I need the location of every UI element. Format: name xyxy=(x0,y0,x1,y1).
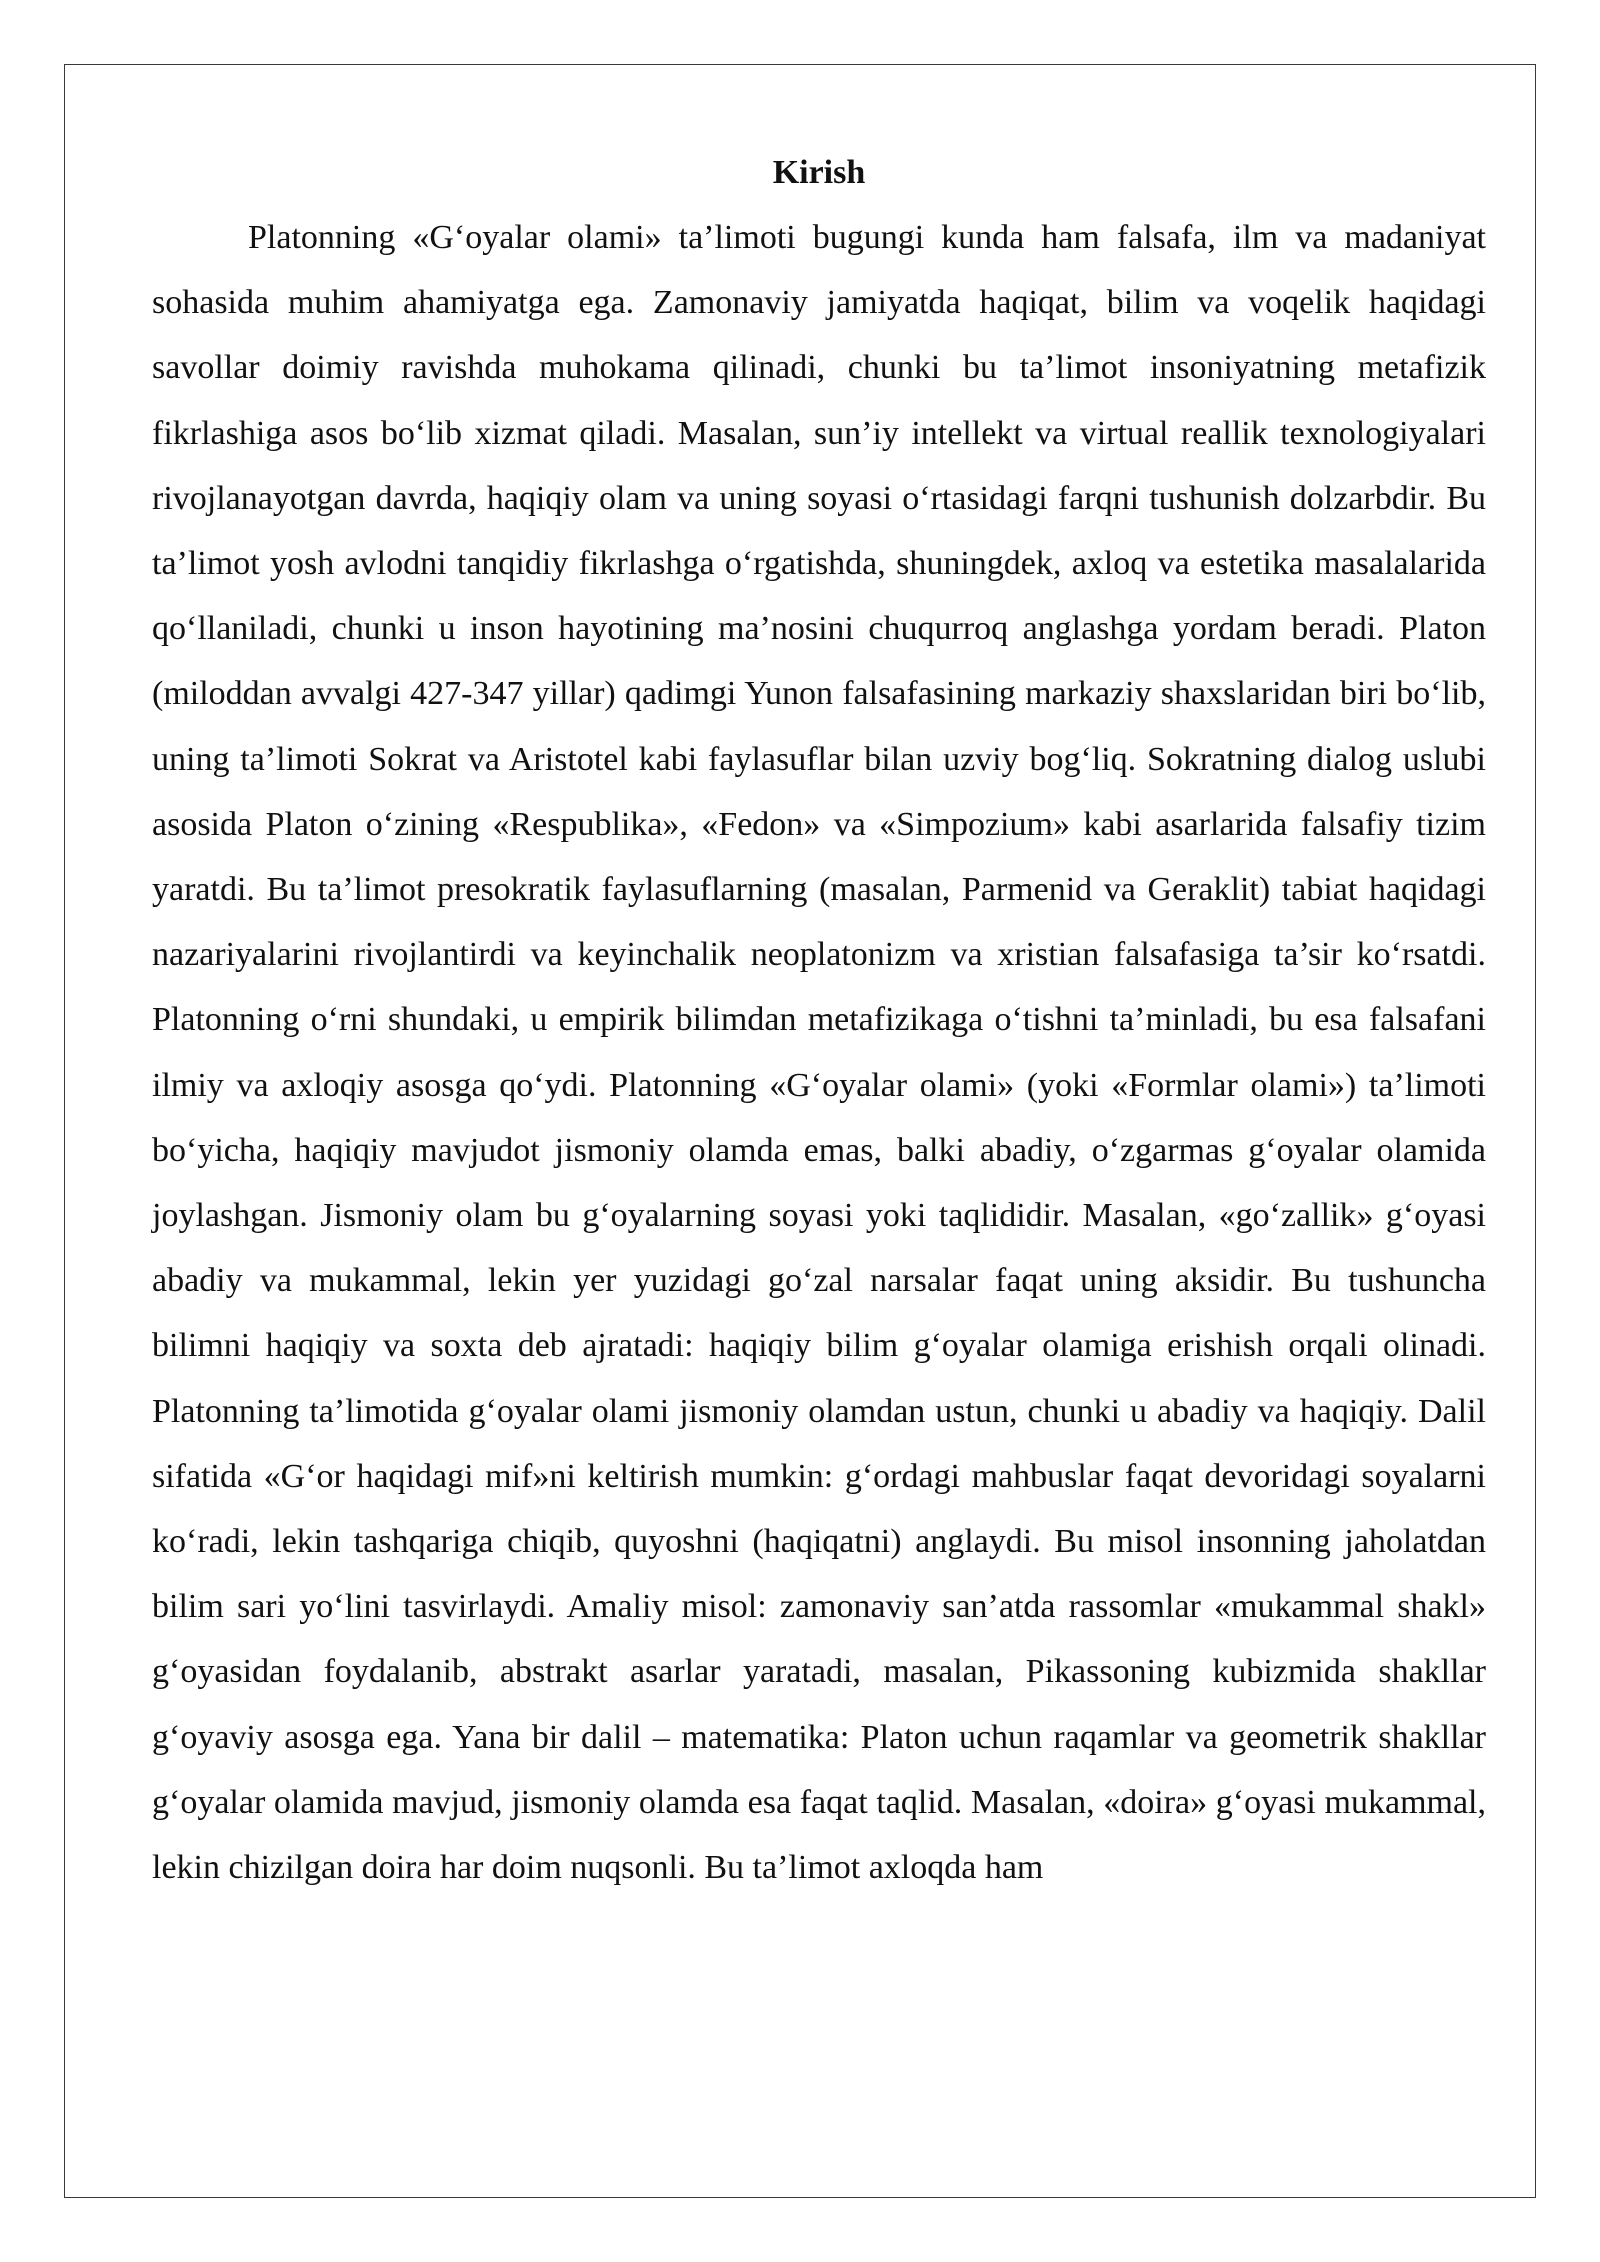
document-content xyxy=(152,140,1486,1900)
body-paragraph: Platonning «G‘oyalar olami» ta’limoti bugungi kunda ham falsafa, ilm va madaniyat sohasida muhim ahamiyatga ega. Zamonaviy jamiyatda haqiqat, bilim va voqelik haqidagi savollar doimiy ravishda muhokama qilinadi, chunki bu ta’limot insoniyatning metafizik fikrlashiga asos bo‘lib xizmat qiladi. Masalan, sun’iy intellekt va virtual reallik texnologiyalari rivojlanayotgan davrda, haqiqiy olam va uning soyasi o‘rtasidagi farqni tushunish dolzarbdir. Bu ta’limot yosh avlodni tanqidiy fikrlashga o‘rgatishda, shuningdek, axloq va estetika masalalarida qo‘llaniladi, chunki u inson hayotining ma’nosini chuqurroq anglashga yordam beradi. Platon (miloddan avvalgi 427-347 yillar) qadimgi Yunon falsafasining markaziy shaxslaridan biri bo‘lib, uning ta’limoti Sokrat va Aristotel kabi faylasuflar bilan uzviy bog‘liq. Sokratning dialog uslubi asosida Platon o‘zining «Respublika», «Fedon» va «Simpozium» kabi asarlarida falsafiy tizim yaratdi. Bu ta’limot presokratik faylasuflarning (masalan, Parmenid va Geraklit) tabiat haqidagi nazariyalarini rivojlantirdi va keyinchalik neoplatonizm va xristian falsafasiga ta’sir ko‘rsatdi. Platonning o‘rni shundaki, u empirik bilimdan metafizikaga o‘tishni ta’minladi, bu esa falsafani ilmiy va axloqiy asosga qo‘ydi. Platonning «G‘oyalar olami» (yoki «Formlar olami») ta’limoti bo‘yicha, haqiqiy mavjudot jismoniy olamda emas, balki abadiy, o‘zgarmas g‘oyalar olamida joylashgan. Jismoniy olam bu g‘oyalarning soyasi yoki taqlididir. Masalan, «go‘zallik» g‘oyasi abadiy va mukammal, lekin yer yuzidagi go‘zal narsalar faqat uning aksidir. Bu tushuncha bilimni haqiqiy va soxta deb ajratadi: haqiqiy bilim g‘oyalar olamiga erishish orqali olinadi. Platonning ta’limotida g‘oyalar olami jismoniy olamdan ustun, chunki u abadiy va haqiqiy. Dalil sifatida «G‘or haqidagi mif»ni keltirish mumkin: g‘ordagi mahbuslar faqat devoridagi soyalarni ko‘radi, lekin tashqariga chiqib, quyoshni (haqiqatni) anglaydi. Bu misol insonning jaholatdan bilim sari yo‘lini tasvirlaydi. Amaliy misol: zamonaviy san’atda rassomlar «mukammal shakl» g‘oyasidan foydalanib, abstrakt asarlar yaratadi, masalan, Pikassoning kubizmida shakllar g‘oyaviy asosga ega. Yana bir dalil – matematika: Platon uchun raqamlar va geometrik shakllar g‘oyalar olamida mavjud, jismoniy olamda esa faqat taqlid. Masalan, «doira» g‘oyasi mukammal, lekin chizilgan doira har doim nuqsonli. Bu ta’limot axloqda ham xyxy=(152,219,1486,1887)
document-title: Kirish xyxy=(772,154,866,191)
